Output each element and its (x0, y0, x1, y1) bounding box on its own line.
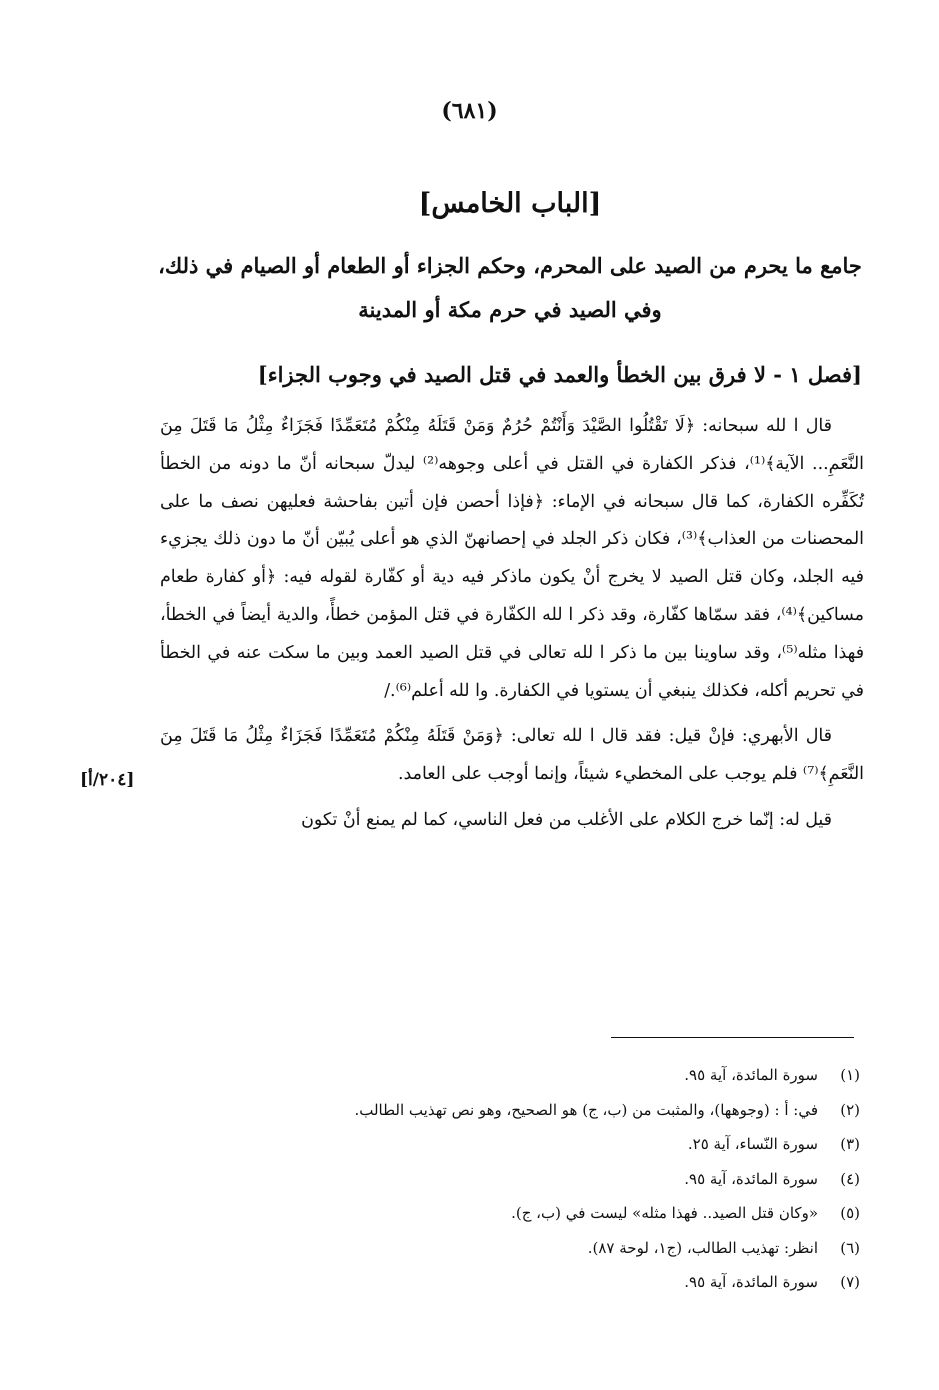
page-number: (٦٨١) (441, 98, 498, 124)
paragraph: قال ا لله سبحانه: ﴿لَا تَقْتُلُوا الصَّيْدَ وَأَنْتُمْ حُرُمٌ وَمَنْ قَتَلَهُ مِنْكُمْ مُتَعَمِّدًا فَجَزَاءٌ مِثْلُ مَا قَتَلَ مِنَ النَّعَمِ... الآية﴾⁽¹⁾، فذكر الكفارة في القتل في أعلى وجوهه⁽²⁾ ليدلّ سبحانه أنّ ما دونه من الخطأ تُكَفِّره الكفارة، كما قال سبحانه في الإماء: ﴿فإذا أحصن فإن أتين بفاحشة فعليهن نصف ما على المحصنات من العذاب﴾⁽³⁾، فكان ذكر الجلد في إحصانهنّ الذي هو أعلى يُبيّن أنّ ما دون ذلك يجزيء فيه الجلد، وكان قتل الصيد لا يخرج أنْ يكون ماذكر فيه دية أو كفّارة لقوله فيه: ﴿أو كفارة طعام مساكين﴾⁽⁴⁾، فقد سمّاها كفّارة، وقد ذكر ا لله الكفّارة في قتل المؤمن خطأً، والدية أيضاً في الخطأ، فهذا مثله⁽⁵⁾، وقد ساوينا بين ما ذكر ا لله تعالى في قتل الصيد العمد وبين ما سكت عنه في الخطأ في تحريم أكله، فكذلك ينبغي أن يستويا في الكفارة. وا لله أعلم⁽⁶⁾./ (160, 416, 865, 701)
footnote-divider (611, 1037, 854, 1038)
footnote-number: (٣) (840, 1135, 860, 1153)
footnote-number: (٥) (840, 1204, 860, 1222)
footnotes-list (200, 1058, 860, 1300)
footnote-text: سورة النّساء، آية ٢٥. (687, 1135, 818, 1153)
footnote-item (200, 1162, 860, 1197)
footnote-item (200, 1093, 860, 1128)
footnote-text: سورة المائدة، آية ٩٥. (684, 1169, 818, 1188)
footnote-item (200, 1196, 860, 1231)
manuscript-folio-reference: [٢٠٤/أ] (80, 770, 135, 790)
chapter-subtitle: جامع ما يحرم من الصيد على المحرم، وحكم الجزاء أو الطعام أو الصيام في ذلك، وفي الصيد في حرم مكة أو المدينة (158, 253, 862, 322)
body-text (160, 408, 864, 848)
footnote-text: «وكان قتل الصيد.. فهذا مثله» ليست في (ب، ج). (511, 1204, 818, 1222)
footnote-number: (٧) (840, 1273, 860, 1291)
footnote-number: (١) (840, 1066, 860, 1084)
footnote-item (200, 1058, 860, 1093)
footnote-item (200, 1127, 860, 1162)
footnote-number: (٢) (840, 1100, 860, 1119)
section-heading: [فصل ١ - لا فرق بين الخطأ والعمد في قتل الصيد في وجوب الجزاء] (257, 362, 862, 387)
footnote-item (200, 1265, 860, 1300)
paragraph: قال الأبهري: فإنْ قيل: فقد قال ا لله تعالى: ﴿وَمَنْ قَتَلَهُ مِنْكُمْ مُتَعَمِّدًا فَجَزَاءٌ مِثْلُ مَا قَتَلَ مِنَ النَّعَمِ﴾⁽⁷⁾ فلم يوجب على المخطيء شيئاً، وإنما أوجب على العامد. (160, 726, 864, 785)
footnote-number: (٦) (840, 1238, 860, 1257)
footnote-text: في: أ : (وجوهها)، والمثبت من (ب، ج) هو الصحيح، وهو نص تهذيب الطالب. (354, 1100, 818, 1119)
footnote-text: سورة المائدة، آية ٩٥. (684, 1066, 818, 1084)
footnote-text: سورة المائدة، آية ٩٥. (684, 1273, 818, 1291)
footnote-item (200, 1231, 860, 1266)
footnote-text: انظر: تهذيب الطالب، (ج١، لوحة ٨٧). (587, 1238, 818, 1257)
footnote-number: (٤) (840, 1169, 860, 1188)
chapter-title: [الباب الخامس] (418, 188, 602, 219)
paragraph: قيل له: إنّما خرج الكلام على الأغلب من فعل الناسي، كما لم يمنع أنْ تكون (301, 809, 832, 830)
